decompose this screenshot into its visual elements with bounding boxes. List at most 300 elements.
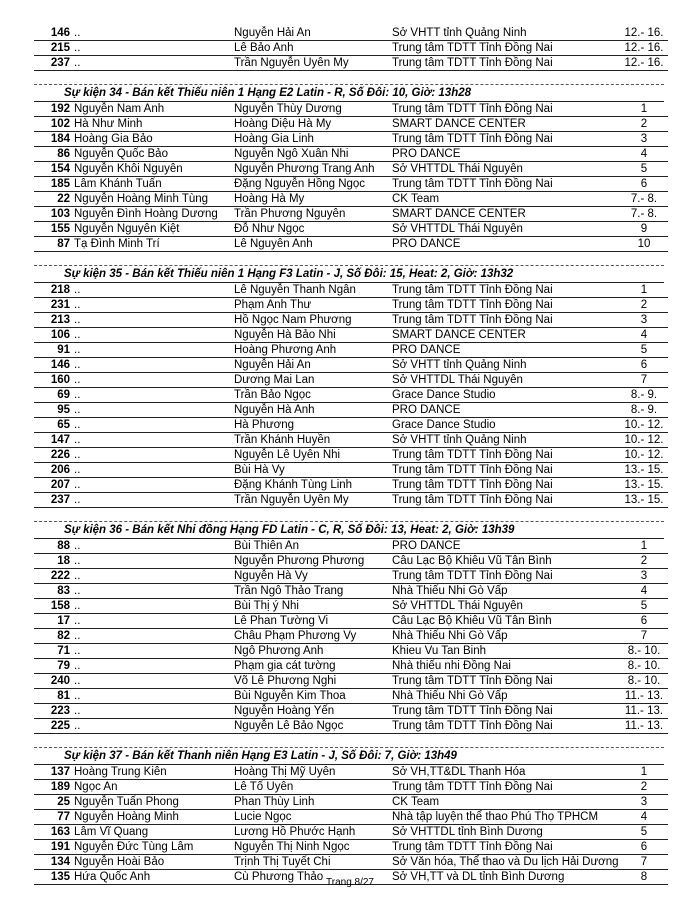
table-row [34, 719, 668, 734]
results-table [34, 765, 668, 885]
partner-2-name: Nguyễn Lê Uyên Nhi [234, 448, 392, 463]
partner-1-name: Ngọc An [73, 780, 234, 795]
partner-1-name: .. [73, 689, 234, 704]
placement: 6 [620, 177, 668, 192]
partner-2-name: Đặng Nguyễn Hồng Ngọc [234, 177, 392, 192]
partner-2-name: Cù Phương Thảo [234, 870, 392, 885]
partner-2-name: Lương Hồ Phước Hạnh [234, 825, 392, 840]
partner-1-name: .. [73, 719, 234, 734]
partner-1-name: Nguyễn Hoài Bảo [73, 855, 234, 870]
placement: 6 [620, 358, 668, 373]
table-row [34, 614, 668, 629]
partner-2-name: Nguyễn Hải An [234, 26, 392, 41]
partner-1-name: .. [73, 433, 234, 448]
partner-2-name: Đỗ Như Ngọc [234, 222, 392, 237]
event-section [34, 734, 664, 885]
couple-number: 225 [34, 719, 73, 734]
partner-2-name: Lê Nguyên Anh [234, 237, 392, 252]
couple-number: 79 [34, 659, 73, 674]
partner-1-name: .. [73, 554, 234, 569]
table-row [34, 207, 668, 222]
couple-number: 191 [34, 840, 73, 855]
couple-number: 189 [34, 780, 73, 795]
partner-1-name: Hoàng Gia Bảo [73, 132, 234, 147]
club-name: Trung tâm TDTT Tỉnh Đồng Nai [392, 704, 620, 719]
partner-2-name: Hồ Ngọc Nam Phương [234, 313, 392, 328]
couple-number: 146 [34, 358, 73, 373]
placement: 11.- 13. [620, 704, 668, 719]
club-name: Sở VH,TT và DL tỉnh Bình Dương [392, 870, 620, 885]
couple-number: 77 [34, 810, 73, 825]
partner-1-name: Hoàng Trung Kiên [73, 765, 234, 780]
table-row [34, 26, 668, 41]
partner-1-name: Nguyễn Nguyên Kiệt [73, 222, 234, 237]
placement: 11.- 13. [620, 689, 668, 704]
table-row [34, 780, 668, 795]
partner-2-name: Nguyễn Hà Bảo Nhi [234, 328, 392, 343]
couple-number: 106 [34, 328, 73, 343]
placement: 2 [620, 780, 668, 795]
table-row [34, 644, 668, 659]
table-row [34, 433, 668, 448]
event-section [34, 252, 664, 508]
partner-1-name: .. [73, 41, 234, 56]
partner-2-name: Võ Lê Phương Nghi [234, 674, 392, 689]
couple-number: 206 [34, 463, 73, 478]
placement: 10.- 12. [620, 433, 668, 448]
partner-2-name: Hoàng Gia Linh [234, 132, 392, 147]
partner-1-name: .. [73, 283, 234, 298]
club-name: PRO DANCE [392, 237, 620, 252]
partner-2-name: Nguyễn Thị Ninh Ngọc [234, 840, 392, 855]
partner-1-name: .. [73, 26, 234, 41]
partner-2-name: Trần Phương Nguyên [234, 207, 392, 222]
couple-number: 137 [34, 765, 73, 780]
club-name: Trung tâm TDTT Tỉnh Đồng Nai [392, 313, 620, 328]
club-name: Trung tâm TDTT Tỉnh Đồng Nai [392, 569, 620, 584]
placement: 2 [620, 554, 668, 569]
partner-1-name: Nguyễn Hoàng Minh [73, 810, 234, 825]
couple-number: 237 [34, 56, 73, 71]
partner-2-name: Hà Phương [234, 418, 392, 433]
event-title: Sự kiện 35 - Bán kết Thiếu niên 1 Hạng F3 Latin - J, Số Đôi: 15, Heat: 2, Giờ: 13h32 [34, 266, 664, 283]
table-row [34, 478, 668, 493]
partner-1-name: .. [73, 614, 234, 629]
placement: 8.- 10. [620, 674, 668, 689]
couple-number: 192 [34, 102, 73, 117]
placement: 6 [620, 840, 668, 855]
club-name: Grace Dance Studio [392, 388, 620, 403]
couple-number: 71 [34, 644, 73, 659]
partner-2-name: Bùi Thị ý Nhi [234, 599, 392, 614]
table-row [34, 539, 668, 554]
placement: 1 [620, 539, 668, 554]
couple-number: 86 [34, 147, 73, 162]
couple-number: 103 [34, 207, 73, 222]
partner-1-name: .. [73, 388, 234, 403]
partner-2-name: Nguyễn Hà Vy [234, 569, 392, 584]
partner-2-name: Lê Bảo Anh [234, 41, 392, 56]
table-row [34, 192, 668, 207]
club-name: Trung tâm TDTT Tỉnh Đồng Nai [392, 448, 620, 463]
placement: 8 [620, 870, 668, 885]
placement: 12.- 16. [620, 41, 668, 56]
partner-1-name: Tạ Đình Minh Trí [73, 237, 234, 252]
partner-1-name: Nguyễn Nam Anh [73, 102, 234, 117]
partner-2-name: Phan Thùy Linh [234, 795, 392, 810]
results-table [34, 26, 668, 71]
club-name: Trung tâm TDTT Tỉnh Đồng Nai [392, 298, 620, 313]
placement: 1 [620, 102, 668, 117]
couple-number: 102 [34, 117, 73, 132]
event-section [34, 508, 664, 734]
couple-number: 135 [34, 870, 73, 885]
partner-2-name: Nguyễn Hải An [234, 358, 392, 373]
partner-2-name: Bùi Thiên An [234, 539, 392, 554]
couple-number: 82 [34, 629, 73, 644]
placement: 8.- 9. [620, 403, 668, 418]
partner-2-name: Nguyễn Ngô Xuân Nhi [234, 147, 392, 162]
couple-number: 158 [34, 599, 73, 614]
placement: 10.- 12. [620, 448, 668, 463]
club-name: Sở VHTTDL Thái Nguyên [392, 222, 620, 237]
table-row [34, 388, 668, 403]
placement: 8.- 10. [620, 659, 668, 674]
couple-number: 81 [34, 689, 73, 704]
club-name: Trung tâm TDTT Tỉnh Đồng Nai [392, 478, 620, 493]
couple-number: 95 [34, 403, 73, 418]
section-gap [34, 734, 664, 747]
section-gap [34, 252, 664, 265]
club-name: PRO DANCE [392, 539, 620, 554]
partner-1-name: Lâm Vĩ Quang [73, 825, 234, 840]
club-name: Nhà Thiếu Nhi Gò Vấp [392, 689, 620, 704]
partner-2-name: Hoàng Phương Anh [234, 343, 392, 358]
event-section [34, 71, 664, 252]
partner-1-name: Nguyễn Đức Tùng Lâm [73, 840, 234, 855]
partner-1-name: .. [73, 373, 234, 388]
table-row [34, 599, 668, 614]
placement: 9 [620, 222, 668, 237]
club-name: Trung tâm TDTT Tỉnh Đồng Nai [392, 780, 620, 795]
partner-2-name: Bùi Nguyễn Kim Thoa [234, 689, 392, 704]
table-row [34, 313, 668, 328]
partner-1-name: .. [73, 659, 234, 674]
club-name: CK Team [392, 795, 620, 810]
placement: 7 [620, 373, 668, 388]
partner-2-name: Nguyễn Lê Bảo Ngọc [234, 719, 392, 734]
club-name: Trung tâm TDTT Tỉnh Đồng Nai [392, 102, 620, 117]
club-name: SMART DANCE CENTER [392, 207, 620, 222]
partner-2-name: Trịnh Thị Tuyết Chi [234, 855, 392, 870]
placement: 5 [620, 343, 668, 358]
club-name: Trung tâm TDTT Tỉnh Đồng Nai [392, 674, 620, 689]
placement: 2 [620, 298, 668, 313]
couple-number: 226 [34, 448, 73, 463]
partner-2-name: Trần Khánh Huyền [234, 433, 392, 448]
placement: 13.- 15. [620, 463, 668, 478]
partner-1-name: Nguyễn Hoàng Minh Tùng [73, 192, 234, 207]
partner-1-name: Nguyễn Quốc Bảo [73, 147, 234, 162]
placement: 13.- 15. [620, 478, 668, 493]
partner-1-name: .. [73, 539, 234, 554]
partner-2-name: Nguyễn Phương Trang Anh [234, 162, 392, 177]
placement: 13.- 15. [620, 493, 668, 508]
partner-2-name: Hoàng Diệu Hà My [234, 117, 392, 132]
partner-1-name: .. [73, 644, 234, 659]
placement: 1 [620, 765, 668, 780]
partner-1-name: .. [73, 584, 234, 599]
couple-number: 240 [34, 674, 73, 689]
table-row [34, 56, 668, 71]
table-row [34, 689, 668, 704]
couple-number: 69 [34, 388, 73, 403]
partner-1-name: Hà Như Minh [73, 117, 234, 132]
couple-number: 185 [34, 177, 73, 192]
table-row [34, 704, 668, 719]
partner-2-name: Trần Nguyễn Uyên My [234, 56, 392, 71]
table-row [34, 132, 668, 147]
table-row [34, 117, 668, 132]
placement: 4 [620, 147, 668, 162]
partner-1-name: .. [73, 478, 234, 493]
placement: 12.- 16. [620, 26, 668, 41]
couple-number: 134 [34, 855, 73, 870]
partner-2-name: Ngô Phương Anh [234, 644, 392, 659]
partner-1-name: .. [73, 493, 234, 508]
club-name: PRO DANCE [392, 343, 620, 358]
event-section [34, 26, 664, 71]
table-row [34, 463, 668, 478]
club-name: Khieu Vu Tan Binh [392, 644, 620, 659]
placement: 3 [620, 132, 668, 147]
partner-2-name: Lucie Ngọc [234, 810, 392, 825]
table-row [34, 418, 668, 433]
club-name: Sở VHTTDL Thái Nguyên [392, 599, 620, 614]
club-name: Sở VHTT tỉnh Quảng Ninh [392, 433, 620, 448]
partner-2-name: Lê Nguyễn Thanh Ngân [234, 283, 392, 298]
placement: 3 [620, 313, 668, 328]
table-row [34, 629, 668, 644]
club-name: Trung tâm TDTT Tỉnh Đồng Nai [392, 132, 620, 147]
table-row [34, 177, 668, 192]
partner-2-name: Phạm Anh Thư [234, 298, 392, 313]
couple-number: 83 [34, 584, 73, 599]
couple-number: 18 [34, 554, 73, 569]
partner-1-name: .. [73, 313, 234, 328]
club-name: PRO DANCE [392, 147, 620, 162]
club-name: CK Team [392, 192, 620, 207]
placement: 7.- 8. [620, 207, 668, 222]
club-name: Trung tâm TDTT Tỉnh Đồng Nai [392, 840, 620, 855]
partner-1-name: Nguyễn Tuấn Phong [73, 795, 234, 810]
couple-number: 25 [34, 795, 73, 810]
club-name: Sở VHTTDL Thái Nguyên [392, 162, 620, 177]
partner-2-name: Lê Tố Uyên [234, 780, 392, 795]
club-name: SMART DANCE CENTER [392, 328, 620, 343]
table-row [34, 237, 668, 252]
couple-number: 213 [34, 313, 73, 328]
partner-1-name: Nguyễn Khôi Nguyên [73, 162, 234, 177]
couple-number: 231 [34, 298, 73, 313]
table-row [34, 283, 668, 298]
table-row [34, 584, 668, 599]
club-name: Nhà Thiếu Nhi Gò Vấp [392, 584, 620, 599]
partner-1-name: .. [73, 448, 234, 463]
table-row [34, 162, 668, 177]
placement: 5 [620, 825, 668, 840]
club-name: Sở VHTT tỉnh Quảng Ninh [392, 358, 620, 373]
partner-2-name: Phạm gia cát tường [234, 659, 392, 674]
results-table [34, 283, 668, 508]
partner-2-name: Bùi Hà Vy [234, 463, 392, 478]
table-row [34, 147, 668, 162]
partner-2-name: Nguyễn Hoàng Yến [234, 704, 392, 719]
club-name: Grace Dance Studio [392, 418, 620, 433]
table-row [34, 659, 668, 674]
partner-2-name: Hoàng Thị Mỹ Uyên [234, 765, 392, 780]
club-name: Trung tâm TDTT Tỉnh Đồng Nai [392, 56, 620, 71]
partner-1-name: .. [73, 358, 234, 373]
couple-number: 17 [34, 614, 73, 629]
club-name: Sở VHTTDL tỉnh Bình Dương [392, 825, 620, 840]
partner-2-name: Nguyễn Phương Phương [234, 554, 392, 569]
table-row [34, 554, 668, 569]
couple-number: 87 [34, 237, 73, 252]
placement: 11.- 13. [620, 719, 668, 734]
club-name: Nhà tập luyện thể thao Phú Thọ TPHCM [392, 810, 620, 825]
couple-number: 65 [34, 418, 73, 433]
partner-1-name: .. [73, 418, 234, 433]
placement: 8.- 10. [620, 644, 668, 659]
partner-1-name: .. [73, 599, 234, 614]
placement: 7.- 8. [620, 192, 668, 207]
partner-1-name: Nguyễn Đình Hoàng Dương [73, 207, 234, 222]
results-table [34, 102, 668, 252]
placement: 3 [620, 569, 668, 584]
couple-number: 146 [34, 26, 73, 41]
placement: 4 [620, 328, 668, 343]
table-row [34, 855, 668, 870]
table-row [34, 825, 668, 840]
placement: 6 [620, 614, 668, 629]
placement: 4 [620, 810, 668, 825]
table-row [34, 403, 668, 418]
club-name: SMART DANCE CENTER [392, 117, 620, 132]
partner-1-name: .. [73, 463, 234, 478]
club-name: Sở VHTT tỉnh Quảng Ninh [392, 26, 620, 41]
placement: 7 [620, 855, 668, 870]
partner-2-name: Trần Ngô Thảo Trang [234, 584, 392, 599]
event-title: Sự kiện 36 - Bán kết Nhi đồng Hạng FD Latin - C, R, Số Đôi: 13, Heat: 2, Giờ: 13h39 [34, 522, 664, 539]
club-name: Trung tâm TDTT Tỉnh Đồng Nai [392, 283, 620, 298]
couple-number: 22 [34, 192, 73, 207]
partner-1-name: .. [73, 56, 234, 71]
section-gap [34, 71, 664, 84]
table-row [34, 493, 668, 508]
table-row [34, 298, 668, 313]
table-row [34, 222, 668, 237]
couple-number: 218 [34, 283, 73, 298]
placement: 4 [620, 584, 668, 599]
table-row [34, 358, 668, 373]
club-name: Trung tâm TDTT Tỉnh Đồng Nai [392, 463, 620, 478]
club-name: Trung tâm TDTT Tỉnh Đồng Nai [392, 41, 620, 56]
couple-number: 91 [34, 343, 73, 358]
couple-number: 237 [34, 493, 73, 508]
couple-number: 222 [34, 569, 73, 584]
section-gap [34, 508, 664, 521]
placement: 2 [620, 117, 668, 132]
partner-1-name: .. [73, 343, 234, 358]
partner-2-name: Trần Bảo Ngọc [234, 388, 392, 403]
partner-1-name: .. [73, 569, 234, 584]
table-row [34, 343, 668, 358]
couple-number: 154 [34, 162, 73, 177]
table-row [34, 569, 668, 584]
partner-1-name: .. [73, 328, 234, 343]
club-name: Nhà Thiếu Nhi Gò Vấp [392, 629, 620, 644]
couple-number: 223 [34, 704, 73, 719]
table-row [34, 328, 668, 343]
club-name: PRO DANCE [392, 403, 620, 418]
partner-1-name: .. [73, 403, 234, 418]
partner-1-name: .. [73, 674, 234, 689]
table-row [34, 41, 668, 56]
placement: 7 [620, 629, 668, 644]
results-page [34, 26, 664, 885]
partner-2-name: Nguyễn Thùy Dương [234, 102, 392, 117]
partner-2-name: Lê Phan Tường Vi [234, 614, 392, 629]
page-footer: Trang 8/27 [326, 877, 374, 888]
placement: 1 [620, 283, 668, 298]
partner-2-name: Đặng Khánh Tùng Linh [234, 478, 392, 493]
club-name: Sở Văn hóa, Thể thao và Du lịch Hải Dương [392, 856, 619, 868]
partner-2-name: Nguyễn Hà Anh [234, 403, 392, 418]
placement: 10.- 12. [620, 418, 668, 433]
couple-number: 155 [34, 222, 73, 237]
table-row [34, 810, 668, 825]
club-name: Sở VHTTDL Thái Nguyên [392, 373, 620, 388]
table-row [34, 373, 668, 388]
partner-2-name: Dương Mai Lan [234, 373, 392, 388]
table-row [34, 674, 668, 689]
couple-number: 147 [34, 433, 73, 448]
couple-number: 163 [34, 825, 73, 840]
club-name: Câu Lạc Bộ Khiêu Vũ Tân Bình [392, 554, 620, 569]
club-name: Trung tâm TDTT Tỉnh Đồng Nai [392, 493, 620, 508]
table-row [34, 448, 668, 463]
club-name: Sở VH,TT&DL Thanh Hóa [392, 765, 620, 780]
partner-1-name: .. [73, 298, 234, 313]
event-title: Sự kiện 37 - Bán kết Thanh niên Hạng E3 Latin - J, Số Đôi: 7, Giờ: 13h49 [34, 748, 664, 765]
couple-number: 184 [34, 132, 73, 147]
table-row [34, 102, 668, 117]
placement: 5 [620, 599, 668, 614]
club-name: Trung tâm TDTT Tỉnh Đồng Nai [392, 719, 620, 734]
partner-1-name: .. [73, 704, 234, 719]
placement: 10 [620, 237, 668, 252]
couple-number: 207 [34, 478, 73, 493]
table-row [34, 795, 668, 810]
club-name: Trung tâm TDTT Tỉnh Đồng Nai [392, 177, 620, 192]
partner-2-name: Trần Nguyễn Uyên My [234, 493, 392, 508]
event-title: Sự kiện 34 - Bán kết Thiếu niên 1 Hạng E2 Latin - R, Số Đôi: 10, Giờ: 13h28 [34, 85, 664, 102]
partner-1-name: .. [73, 629, 234, 644]
partner-1-name: Hứa Quốc Anh [73, 870, 234, 885]
couple-number: 215 [34, 41, 73, 56]
club-name: Nhà thiếu nhi Đồng Nai [392, 659, 620, 674]
